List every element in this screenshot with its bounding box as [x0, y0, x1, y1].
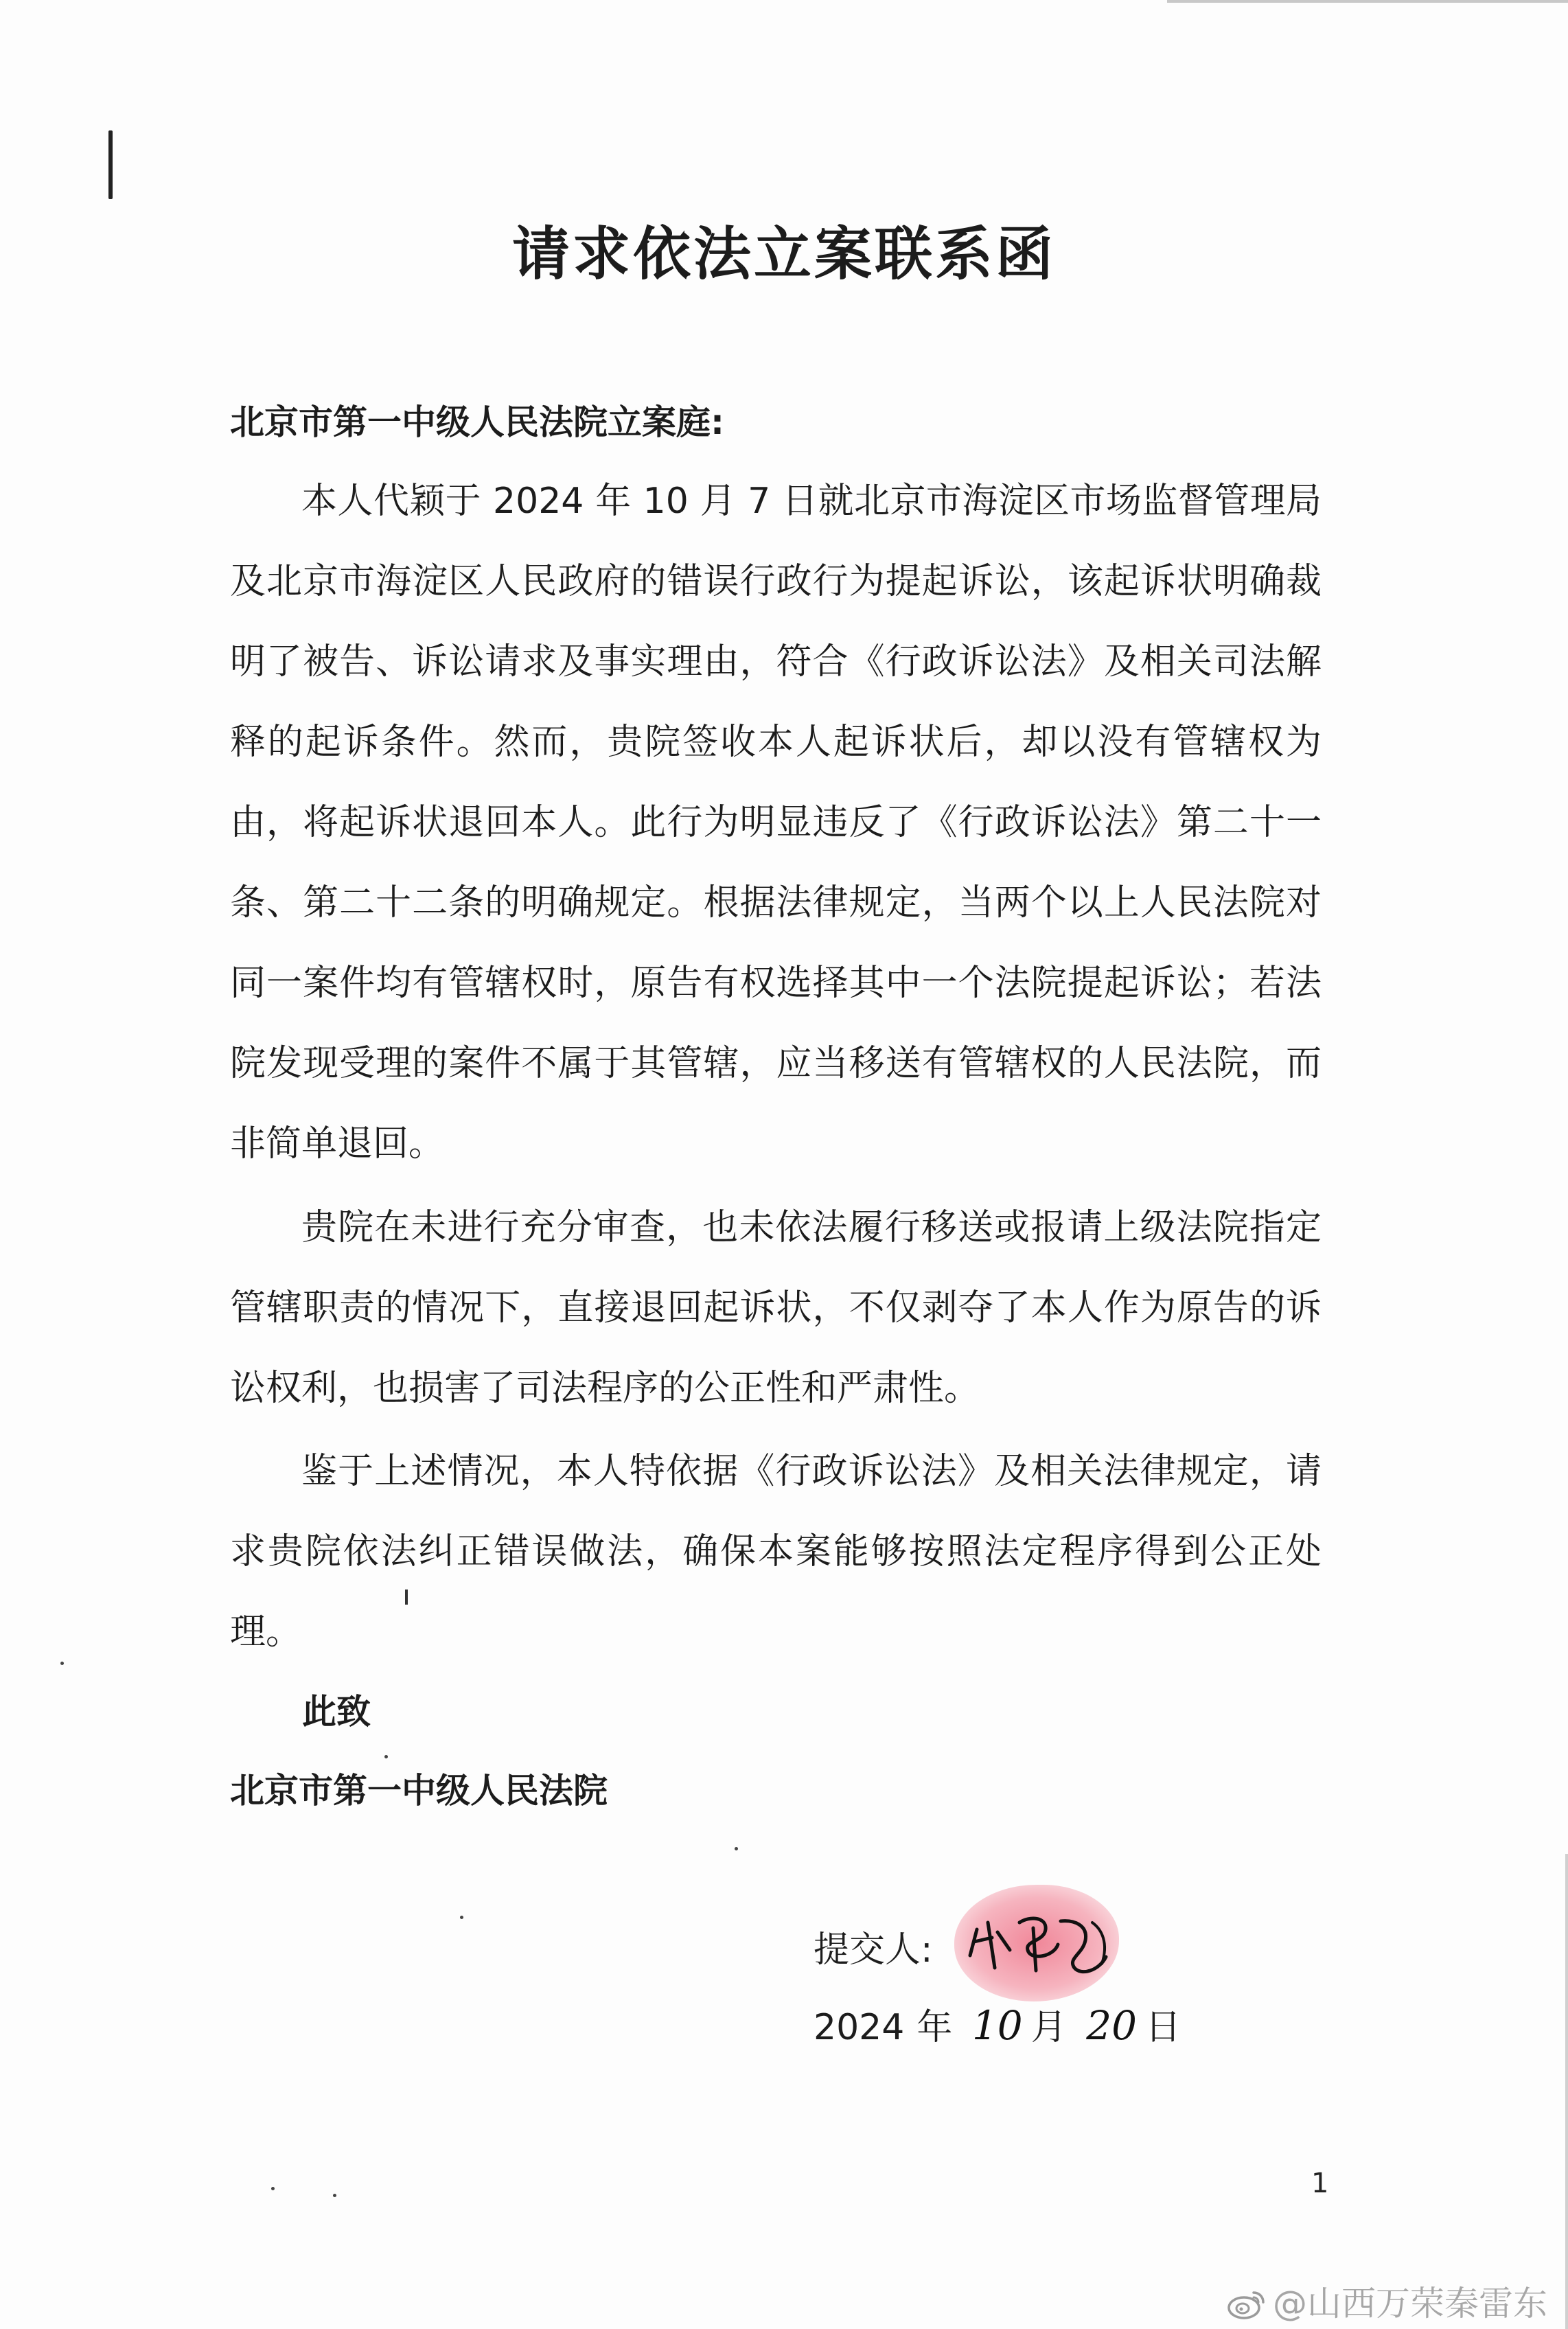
body-paragraph: 鉴于上述情况，本人特依据《行政诉讼法》及相关法律规定，请求贵院依法纠正错误做法，确保本案能够按照法定程序得到公正处理。 [230, 1451, 1322, 1653]
submitter-line [814, 1923, 933, 1977]
scan-dot-artifact [460, 1916, 463, 1919]
closing-recipient: 北京市第一中级人民法院 [230, 1771, 608, 1811]
date-year: 2024 [814, 2007, 905, 2048]
date-year-unit: 年 [916, 2007, 953, 2048]
date-line [814, 2001, 1181, 2052]
weibo-icon [1226, 2287, 1266, 2320]
scan-dot-artifact [333, 2194, 336, 2197]
scan-mark-artifact [108, 130, 113, 199]
scan-dot-artifact [60, 1662, 64, 1665]
body-paragraph: 本人代颖于 2024 年 10 月 7 日就北京市海淀区市场监督管理局及北京市海淀区人民政府的错误行政行为提起诉讼，该起诉状明确裁明了被告、诉讼请求及事实理由，符合《行政诉讼法》及相关司法解释的起诉条件。然而，贵院签收本人起诉状后，却以没有管辖权为由，将起诉状退回本人。此行为明显违反了《行政诉讼法》第二十一条、第二十二条的明确规定。根据法律规定，当两个以上人民法院对同一案件均有管辖权时，原告有权选择其中一个法院提起诉讼；若法院发现受理的案件不属于其管辖，应当移送有管辖权的人民法院，而非简单退回。 [230, 481, 1322, 1164]
date-month-handwritten: 10 [971, 2002, 1023, 2049]
scan-edge-artifact [1167, 0, 1568, 3]
scan-edge-artifact [1565, 1854, 1568, 2329]
date-day-handwritten: 20 [1086, 2002, 1138, 2049]
date-month-unit: 月 [1030, 2007, 1067, 2048]
handwritten-signature [965, 1902, 1122, 1984]
scan-dot-artifact [384, 1755, 388, 1758]
document-title: 请求依法立案联系函 [511, 220, 1056, 288]
watermark-text: @山西万荣秦雷东 [1273, 2284, 1547, 2324]
addressee: 北京市第一中级人民法院立案庭: [230, 402, 724, 442]
page-number: 1 [1311, 2168, 1329, 2199]
scan-dot-artifact [735, 1847, 738, 1850]
date-day-unit: 日 [1145, 2007, 1181, 2048]
watermark [1226, 2283, 1547, 2324]
submitter-label: 提交人: [814, 1929, 933, 1971]
closing-salutation: 此致 [302, 1692, 371, 1732]
body-paragraph: 贵院在未进行充分审查，也未依法履行移送或报请上级法院指定管辖职责的情况下，直接退回起诉状，不仅剥夺了本人作为原告的诉讼权利，也损害了司法程序的公正性和严肃性。 [230, 1207, 1322, 1409]
scan-dot-artifact [271, 2187, 275, 2190]
